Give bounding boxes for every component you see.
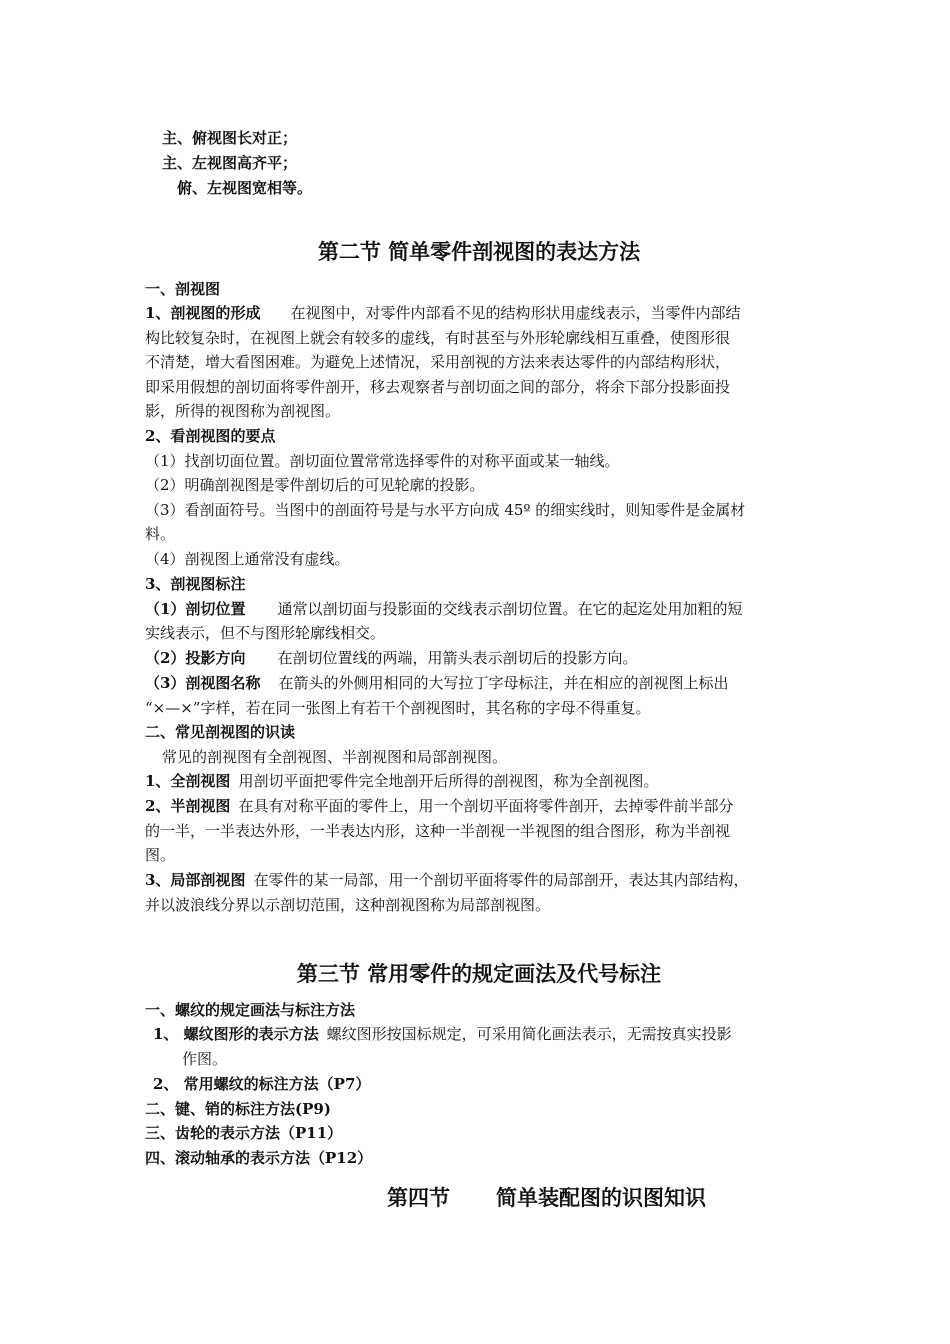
- item1-line-1: [145, 301, 813, 326]
- item2-line-1: （1）找剖切面位置。剖切面位置常常选择零件的对称平面或某一轴线。: [145, 452, 620, 470]
- item1-line-2: 构比较复杂时，在视图上就会有较多的虚线，有时甚至与外形轮廓线相互重叠，使图形很: [145, 329, 731, 347]
- part2-intro: 常见的剖视图有全剖视图、半剖视图和局部剖视图。: [162, 748, 508, 766]
- item2-line-4: 料。: [145, 525, 176, 543]
- section-4-number: 第四节: [387, 1185, 450, 1210]
- item3-sub2-label: （2）投影方向: [145, 649, 246, 667]
- item1-line-5: 影，所得的视图称为剖视图。: [145, 402, 341, 420]
- item3-sub3-line-2: “×—×”字样，若在同一张图上有若干个剖视图时，其名称的字母不得重复。: [145, 699, 651, 717]
- half-section-line-1: 2、半剖视图 在具有对称平面的零件上，用一个剖切平面将零件剖开，去掉零件前半部分: [145, 797, 734, 815]
- thread2-line: 2、 常用螺纹的标注方法（P7）: [153, 1075, 371, 1093]
- section-3-part4-heading: 四、滚动轴承的表示方法（P12）: [145, 1149, 373, 1167]
- section-2-part1-heading: 一、剖视图: [145, 280, 221, 298]
- partial-section-line-2: 并以波浪线分界以示剖切范围，这种剖视图称为局部剖视图。: [145, 896, 551, 914]
- item1-label: 1、剖视图的形成: [145, 304, 261, 322]
- section-2-title: 第二节 简单零件剖视图的表达方法: [317, 239, 641, 264]
- intro-line-3: 俯、左视图宽相等。: [177, 179, 313, 197]
- item1-text-1: 在视图中，对零件内部看不见的结构形状用虚线表示，当零件内部结: [290, 304, 741, 322]
- intro-line-1: 主、俯视图长对正；: [162, 129, 298, 147]
- item3-label: 3、剖视图标注: [145, 575, 246, 593]
- section-3-part3-heading: 三、齿轮的表示方法（P11）: [145, 1124, 343, 1142]
- section-2-part2-heading: 二、常见剖视图的识读: [145, 723, 296, 741]
- partial-section-line-1: 3、局部剖视图 在零件的某一局部，用一个剖切平面将零件的局部剖开，表达其内部结构，: [145, 871, 749, 889]
- half-section-line-3: 图。: [145, 846, 176, 864]
- full-section-label: 1、全剖视图: [145, 772, 231, 790]
- section-3-part2-heading: 二、键、销的标注方法(P9): [145, 1100, 331, 1118]
- item3-sub1-line-1: （1）剖切位置 通常以剖切面与投影面的交线表示剖切位置。在它的起迄处用加粗的短: [145, 600, 743, 618]
- item2-label: 2、看剖视图的要点: [145, 427, 276, 445]
- half-section-line-2: 的一半，一半表达外形，一半表达内形，这种一半剖视一半视图的组合图形，称为半剖视: [145, 822, 731, 840]
- item3-sub1-label: （1）剖切位置: [145, 600, 246, 618]
- item3-sub3-line-1: （3）剖视图名称 在箭头的外侧用相同的大写拉丁字母标注，并在相应的剖视图上标出: [145, 674, 729, 692]
- item2-line-5: （4）剖视图上通常没有虚线。: [145, 550, 350, 568]
- section-4-title: [387, 1182, 706, 1212]
- thread1-line-2: 作图。: [182, 1050, 228, 1068]
- full-section-line: 1、全剖视图 用剖切平面把零件完全地剖开后所得的剖视图，称为全剖视图。: [145, 772, 659, 790]
- partial-section-label: 3、局部剖视图: [145, 871, 246, 889]
- item1-line-4: 即采用假想的剖切面将零件剖开，移去观察者与剖切面之间的部分，将余下部分投影面投: [145, 378, 731, 396]
- item2-line-2: （2）明确剖视图是零件剖切后的可见轮廓的投影。: [145, 476, 485, 494]
- item3-sub2-line: （2）投影方向 在剖切位置线的两端，用箭头表示剖切后的投影方向。: [145, 649, 638, 667]
- item2-line-3: （3）看剖面符号。当图中的剖面符号是与水平方向成 45º 的细实线时，则知零件是金属材: [145, 501, 746, 519]
- item3-sub1-line-2: 实线表示，但不与图形轮廓线相交。: [145, 624, 386, 642]
- thread1-line-1: 1、 螺纹图形的表示方法 螺纹图形按国标规定，可采用简化画法表示，无需按真实投影: [153, 1025, 732, 1043]
- item3-sub3-label: （3）剖视图名称: [145, 674, 261, 692]
- half-section-label: 2、半剖视图: [145, 797, 231, 815]
- thread1-label: 1、 螺纹图形的表示方法: [153, 1025, 319, 1043]
- section-4-text: 简单装配图的识图知识: [496, 1185, 706, 1210]
- section-3-title: 第三节 常用零件的规定画法及代号标注: [296, 961, 662, 986]
- intro-line-2: 主、左视图高齐平；: [162, 154, 298, 172]
- section-3-part1-heading: 一、螺纹的规定画法与标注方法: [145, 1001, 356, 1019]
- item1-line-3: 不清楚，增大看图困难。为避免上述情况，采用剖视的方法来表达零件的内部结构形状，: [145, 353, 731, 371]
